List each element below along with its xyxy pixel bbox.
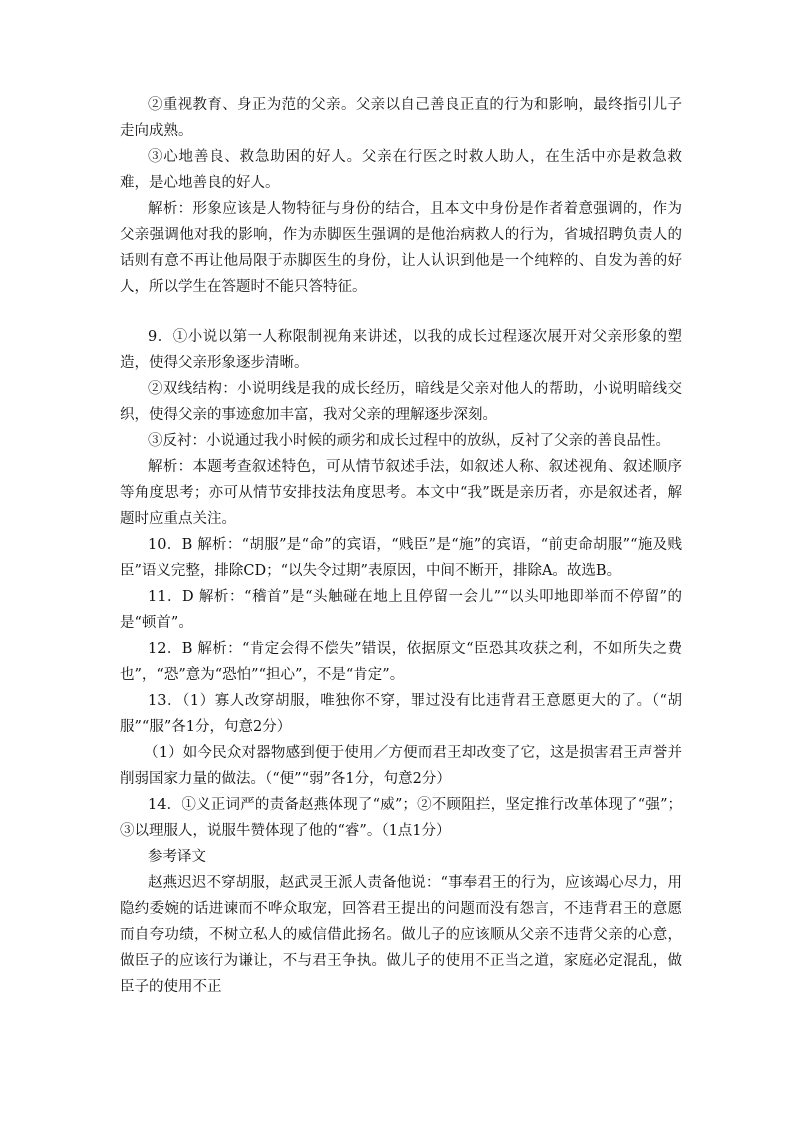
answer-9-point-2: ②双线结构：小说明线是我的成长经历，暗线是父亲对他人的帮助，小说明暗线交织，使得父亲的事迹愈加丰富，我对父亲的理解逐步深刻。 (120, 381, 682, 423)
answer-8-point-3: ③心地善良、救急助困的好人。父亲在行医之时救人助人，在生活中亦是救急救难，是心地善良的好人。 (120, 149, 682, 191)
answer-section-8 (120, 92, 682, 300)
answer-9-point-3: ③反衬：小说通过我小时候的顽劣和成长过程中的放纵，反衬了父亲的善良品性。 (148, 433, 670, 449)
answer-9-point-1: 9．①小说以第一人称限制视角来讲述，以我的成长过程逐次展开对父亲形象的塑造，使得父亲形象逐步清晰。 (120, 329, 682, 371)
answer-14: 14．①义正词严的责备赵燕体现了“威”；②不顾阻拦，坚定推行改革体现了“强”；③以理服人，说服牛赞体现了他的“睿”。（1点1分） (120, 797, 682, 839)
translation-text: 赵燕迟迟不穿胡服，赵武灵王派人责备他说：“事奉君王的行为，应该竭心尽力，用隐约委婉的话进谏而不哗众取宠，回答君王提出的问题而没有怨言，不违背君王的意愿而自夸功绩，不树立私人的威信借此扬名。做儿子的应该顺从父亲不违背父亲的心意，做臣子的应该行为谦让，不与君王争执。做儿子的使用不正当之道，家庭必定混乱，做臣子的使用不正 (120, 875, 682, 995)
answer-13-part-2: （1）如今民众对器物感到便于使用／方便而君王却改变了它，这是损害君王声誉并削弱国家力量的做法。（“便”“弱”各1分，句意2分） (120, 745, 682, 787)
answer-9-analysis: 解析：本题考查叙述特色，可从情节叙述手法，如叙述人称、叙述视角、叙述顺序等角度思考；亦可从情节安排技法角度思考。本文中“我”既是亲历者，亦是叙述者，解题时应重点关注。 (120, 459, 682, 527)
answer-section-9-14 (120, 324, 682, 1000)
answer-8-point-2: ②重视教育、身正为范的父亲。父亲以自己善良正直的行为和影响，最终指引儿子走向成熟。 (120, 97, 682, 139)
answer-13-part-1: 13．（1）寡人改穿胡服，唯独你不穿，罪过没有比违背君王意愿更大的了。（“胡服”“服”各1分，句意2分） (120, 693, 682, 735)
answer-11: 11．D 解析：“稽首”是“头触碰在地上且停留一会儿”“以头叩地即举而不停留”的是“顿首”。 (120, 589, 682, 631)
translation-heading: 参考译文 (148, 849, 206, 865)
answer-10: 10．B 解析：“胡服”是“命”的宾语，“贱臣”是“施”的宾语，“前吏命胡服”“施及贱臣”语义完整，排除CD；“以失令过期”表原因，中间不断开，排除A。故选B。 (120, 537, 682, 579)
answer-12: 12．B 解析：“肯定会得不偿失”错误，依据原文“臣恐其攻获之利，不如所失之费也”，“恐”意为“恐怕”“担心”，不是“肯定”。 (120, 641, 682, 683)
answer-8-analysis: 解析：形象应该是人物特征与身份的结合，且本文中身份是作者着意强调的，作为父亲强调他对我的影响，作为赤脚医生强调的是他治病救人的行为，省城招聘负责人的话则有意不再让他局限于赤脚医生的身份，让人认识到他是一个纯粹的、自发为善的好人，所以学生在答题时不能只答特征。 (120, 201, 682, 295)
